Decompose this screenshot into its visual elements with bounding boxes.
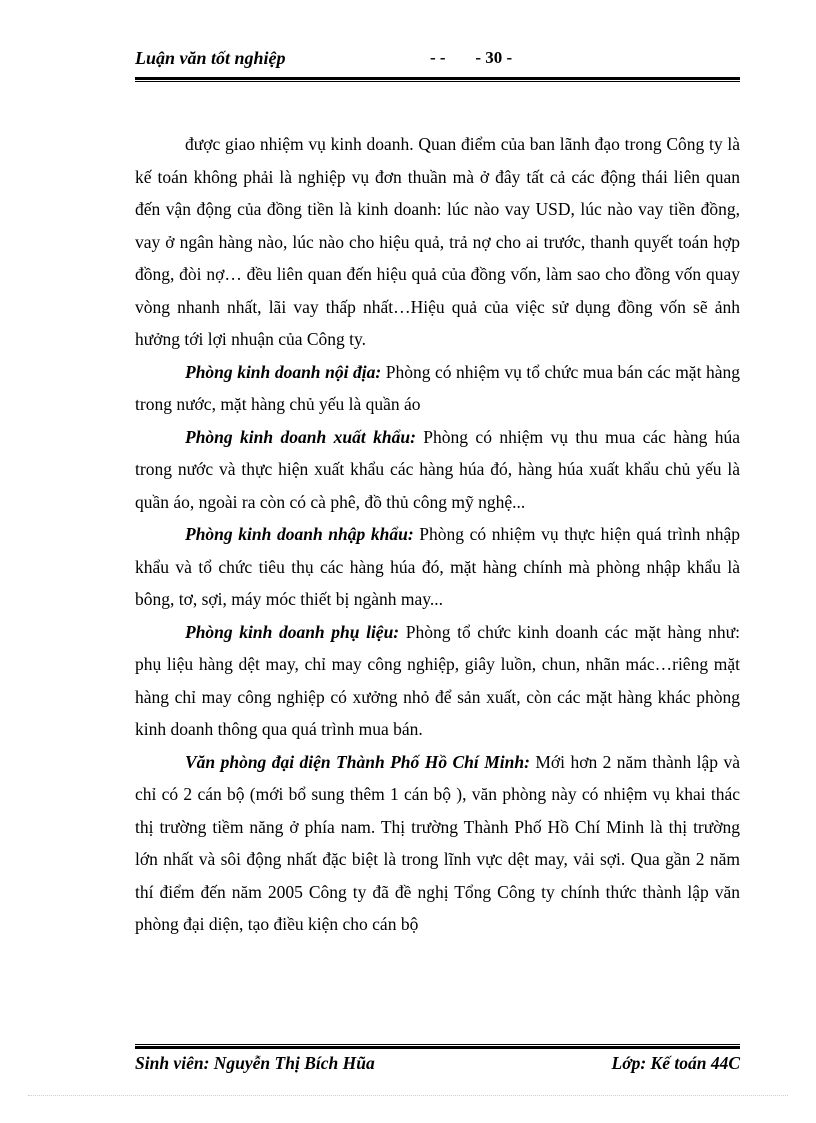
footer-rule [135,1044,740,1049]
header-rule [135,77,740,82]
paragraph-text: Phòng có nhiệm vụ tổ chức mua bán các mặt hàng trong nước, mặt hàng chủ yếu là quần áo [135,361,740,414]
paragraph-hcmc-office [135,746,740,941]
paragraph-text: Phòng có nhiệm vụ thu mua các hàng húa trong nước và thực hiện xuất khẩu các hàng húa đó, hàng húa xuất khẩu chủ yếu là quần áo, ngoài ra còn có cà phê, đồ thủ công mỹ nghệ... [135,426,740,512]
body-text [135,128,740,941]
paragraph-heading: Phòng kinh doanh nhập khẩu: [185,524,414,544]
page-footer [135,1053,740,1077]
paragraph-heading: Phòng kinh doanh phụ liệu: [185,621,400,642]
paragraph-heading: Phòng kinh doanh xuất khẩu: [185,426,416,447]
page-edge [28,1095,788,1096]
paragraph-text: Phòng có nhiệm vụ thực hiện quá trình nhập khẩu và tổ chức tiêu thụ các hàng húa đó, mặt hàng chính mà phòng nhập khẩu là bông, tơ, sợi, máy móc thiết bị ngành may... [135,524,740,609]
paragraph-import-business [135,518,740,616]
paragraph-text: được giao nhiệm vụ kinh doanh. Quan điểm của ban lãnh đạo trong Công ty là kế toán không phải là nghiệp vụ đơn thuần mà ở đây tất cả các động thái liên quan đến vận động của đồng tiền là kinh doanh: lúc nào vay USD, lúc nào vay tiền đồng, vay ở ngân hàng nào, lúc nào cho hiệu quả, trả nợ cho ai trước, thanh quyết toán hợp đồng, đòi nợ… đều liên quan đến hiệu quả của đồng vốn, làm sao cho đồng vốn quay vòng nhanh nhất, lãi vay thấp nhất…Hiệu quả của việc sử dụng đồng vốn sẽ ảnh hưởng tới lợi nhuận của Công ty. [135,134,740,349]
paragraph-text: Mới hơn 2 năm thành lập và chỉ có 2 cán bộ (mới bổ sung thêm 1 cán bộ ), văn phòng này có nhiệm vụ khai thác thị trường tiềm năng ở phía nam. Thị trường Thành Phố Hồ Chí Minh là thị trường lớn nhất và sôi động nhất đặc biệt là trong lĩnh vực dệt may, vải sợi. Qua gần 2 năm thí điểm đến năm 2005 Công ty đã đề nghị Tổng Công ty chính thức thành lập văn phòng đại diện, tạo điều kiện cho cán bộ [135,751,740,934]
paragraph-accounting [135,128,740,356]
class-name: Lớp: Kế toán 44C [611,1053,740,1073]
paragraph-heading: Văn phòng đại diện Thành Phố Hồ Chí Minh: [185,751,530,772]
student-name: Sinh viên: Nguyễn Thị Bích Hũa [135,1053,375,1073]
paragraph-export-business [135,421,740,519]
page-header [135,48,740,72]
paragraph-text: Phòng tổ chức kinh doanh các mặt hàng như: phụ liệu hàng dệt may, chỉ may công nghiệp, giây luồn, chun, nhãn mác…riêng mặt hàng chỉ may công nghiệp có xưởng nhỏ để sản xuất, còn các mặt hàng khác phòng kinh doanh thông qua quá trình mua bán. [135,621,740,739]
paragraph-accessories-business [135,616,740,746]
document-title: Luận văn tốt nghiệp [135,48,286,68]
page-number: - - - 30 - [430,48,513,67]
paragraph-domestic-business [135,356,740,421]
paragraph-heading: Phòng kinh doanh nội địa: [185,361,382,382]
